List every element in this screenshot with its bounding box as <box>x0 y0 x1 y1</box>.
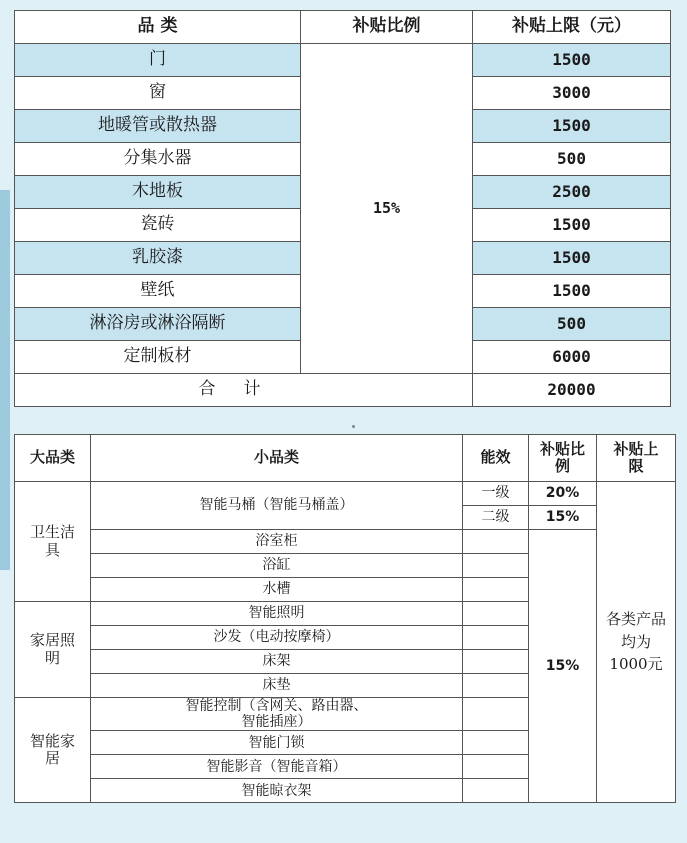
header-limit: 补贴上限 <box>597 435 676 482</box>
subcategory-item: 智能晾衣架 <box>91 779 463 803</box>
item-name: 木地板 <box>15 176 301 209</box>
table-row <box>15 44 671 77</box>
subcategory-item: 智能马桶（智能马桶盖） <box>91 482 463 530</box>
subcategory-item: 水槽 <box>91 578 463 602</box>
subcategory-item: 浴室柜 <box>91 530 463 554</box>
common-rate: 15% <box>529 530 597 803</box>
item-name: 淋浴房或淋浴隔断 <box>15 308 301 341</box>
efficiency-empty <box>463 530 529 554</box>
item-limit: 6000 <box>473 341 671 374</box>
separator-dot <box>352 425 355 428</box>
efficiency-empty <box>463 602 529 626</box>
item-name: 定制板材 <box>15 341 301 374</box>
item-limit: 500 <box>473 308 671 341</box>
rate-value: 20% <box>529 482 597 506</box>
category-smart-home: 智能家居 <box>15 698 91 803</box>
item-limit: 500 <box>473 143 671 176</box>
subcategory-item: 床架 <box>91 650 463 674</box>
subcategory-item: 智能照明 <box>91 602 463 626</box>
item-limit: 2500 <box>473 176 671 209</box>
efficiency-empty <box>463 554 529 578</box>
item-limit: 1500 <box>473 110 671 143</box>
item-name: 乳胶漆 <box>15 242 301 275</box>
category-sanitary: 卫生洁具 <box>15 482 91 602</box>
subcategory-item: 浴缸 <box>91 554 463 578</box>
total-label: 合计 <box>15 374 473 407</box>
limit-note: 各类产品均为1000元 <box>597 482 676 803</box>
subcategory-item: 智能控制（含网关、路由器、智能插座） <box>91 698 463 731</box>
subcategory-item: 沙发（电动按摩椅） <box>91 626 463 650</box>
item-name: 门 <box>15 44 301 77</box>
header-major-category: 大品类 <box>15 435 91 482</box>
efficiency-empty <box>463 674 529 698</box>
item-name: 地暖管或散热器 <box>15 110 301 143</box>
category-lighting: 家居照明 <box>15 602 91 698</box>
subcategory-item: 智能门锁 <box>91 731 463 755</box>
item-name: 窗 <box>15 77 301 110</box>
efficiency-empty <box>463 578 529 602</box>
side-decoration <box>0 190 10 570</box>
efficiency-empty <box>463 650 529 674</box>
total-row <box>15 374 671 407</box>
header-rate: 补贴比例 <box>529 435 597 482</box>
header-subcategory: 小品类 <box>91 435 463 482</box>
efficiency-empty <box>463 698 529 731</box>
efficiency-empty <box>463 731 529 755</box>
subsidy-table-home-improvement <box>14 10 671 407</box>
efficiency-level: 二级 <box>463 506 529 530</box>
item-limit: 1500 <box>473 242 671 275</box>
header-category: 品 类 <box>15 11 301 44</box>
subcategory-item: 床垫 <box>91 674 463 698</box>
subsidy-table-smart-home <box>14 434 676 803</box>
header-rate: 补贴比例 <box>301 11 473 44</box>
item-name: 壁纸 <box>15 275 301 308</box>
table-row <box>15 530 676 554</box>
total-value: 20000 <box>473 374 671 407</box>
item-limit: 1500 <box>473 275 671 308</box>
subcategory-item: 智能影音（智能音箱） <box>91 755 463 779</box>
item-limit: 1500 <box>473 44 671 77</box>
rate-value: 15% <box>529 506 597 530</box>
rate-cell: 15% <box>301 44 473 374</box>
header-limit: 补贴上限（元） <box>473 11 671 44</box>
item-limit: 1500 <box>473 209 671 242</box>
header-efficiency: 能效 <box>463 435 529 482</box>
item-limit: 3000 <box>473 77 671 110</box>
item-name: 分集水器 <box>15 143 301 176</box>
efficiency-empty <box>463 755 529 779</box>
item-name: 瓷砖 <box>15 209 301 242</box>
efficiency-level: 一级 <box>463 482 529 506</box>
efficiency-empty <box>463 626 529 650</box>
table-row <box>15 482 676 506</box>
efficiency-empty <box>463 779 529 803</box>
